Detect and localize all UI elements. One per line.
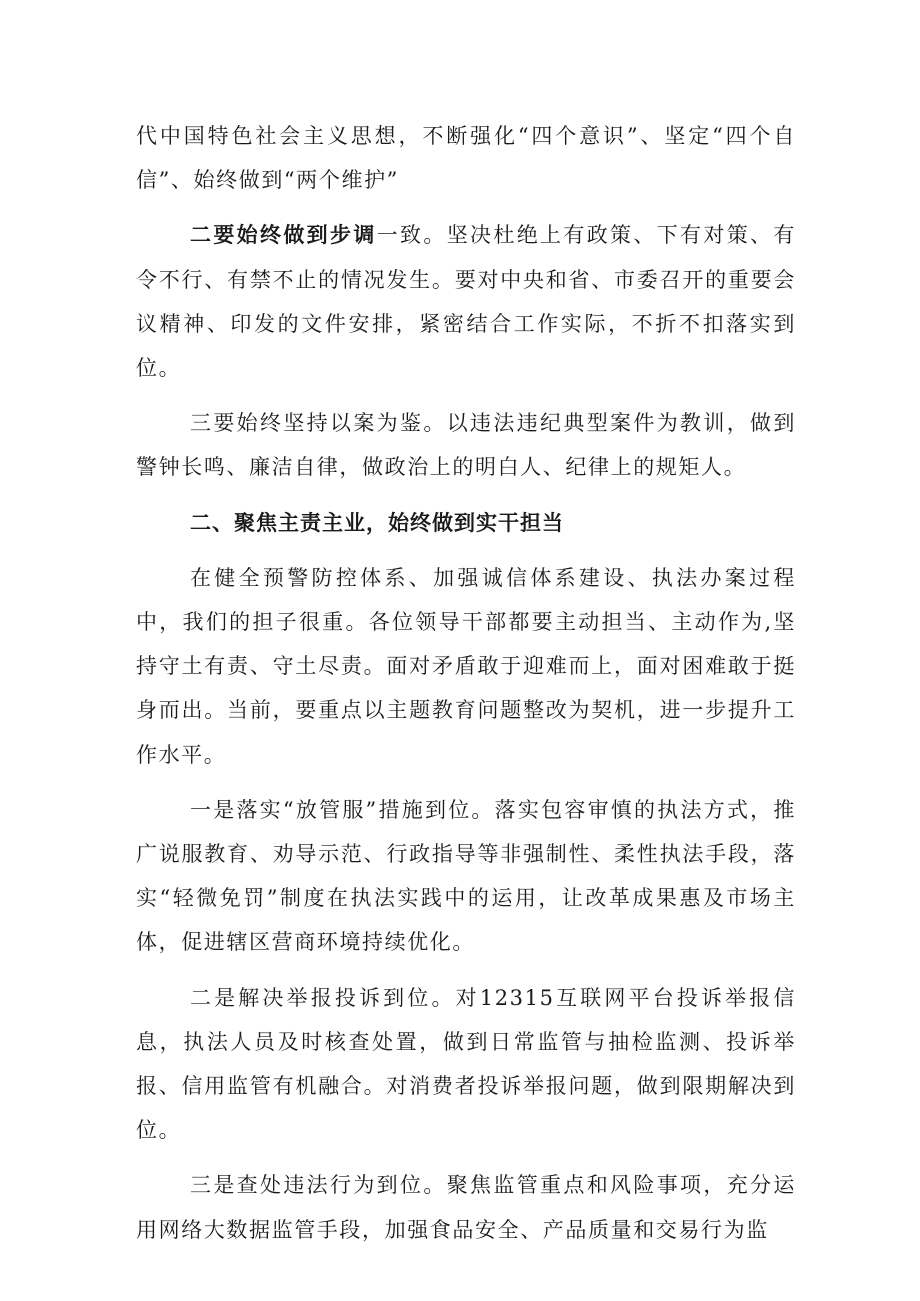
- paragraph-second-requirement: [136, 213, 796, 390]
- paragraph-third-requirement: 三要始终坚持以案为鉴。以违法违纪典型案件为教训，做到警钟长鸣、廉洁自律，做政治上的明白人、纪律上的规矩人。: [136, 411, 796, 480]
- document-body: [136, 114, 796, 1252]
- paragraph-continuation: 代中国特色社会主义思想，不断强化“四个意识”、坚定“四个自信”、始终做到“两个维护”: [136, 124, 796, 193]
- paragraph-body-text: 一致。坚决杜绝上有政策、下有对策、有令不行、有禁不止的情况发生。要对中央和省、市委召开的重要会议精神、印发的文件安排，紧密结合工作实际，不折不扣落实到位。: [136, 223, 796, 381]
- paragraph-item-three: 三是查处违法行为到位。聚焦监管重点和风险事项，充分运用网络大数据监管手段，加强食品安全、产品质量和交易行为监: [136, 1173, 796, 1242]
- paragraph-lead-bold: 二要始终做到步调: [190, 222, 377, 248]
- section-heading: 二、聚焦主责主业，始终做到实干担当: [190, 510, 564, 535]
- paragraph-item-one: 一是落实“放管服”措施到位。落实包容审慎的执法方式，推广说服教育、劝导示范、行政指导等非强制性、柔性执法手段，落实“轻微免罚”制度在执法实践中的运用，让改革成果惠及市场主体，促进辖区营商环境持续优化。: [136, 797, 796, 955]
- paragraph-item-two: 二是解决举报投诉到位。对12315互联网平台投诉举报信息，执法人员及时核查处置，做到日常监管与抽检监测、投诉举报、信用监管有机融合。对消费者投诉举报问题，做到限期解决到位。: [136, 985, 796, 1143]
- paragraph-intro: 在健全预警防控体系、加强诚信体系建设、执法办案过程中，我们的担子很重。各位领导干部都要主动担当、主动作为,坚持守土有责、守土尽责。面对矛盾敢于迎难而上，面对困难敢于挺身而出。当前，要重点以主题教育问题整改为契机，进一步提升工作水平。: [136, 565, 796, 767]
